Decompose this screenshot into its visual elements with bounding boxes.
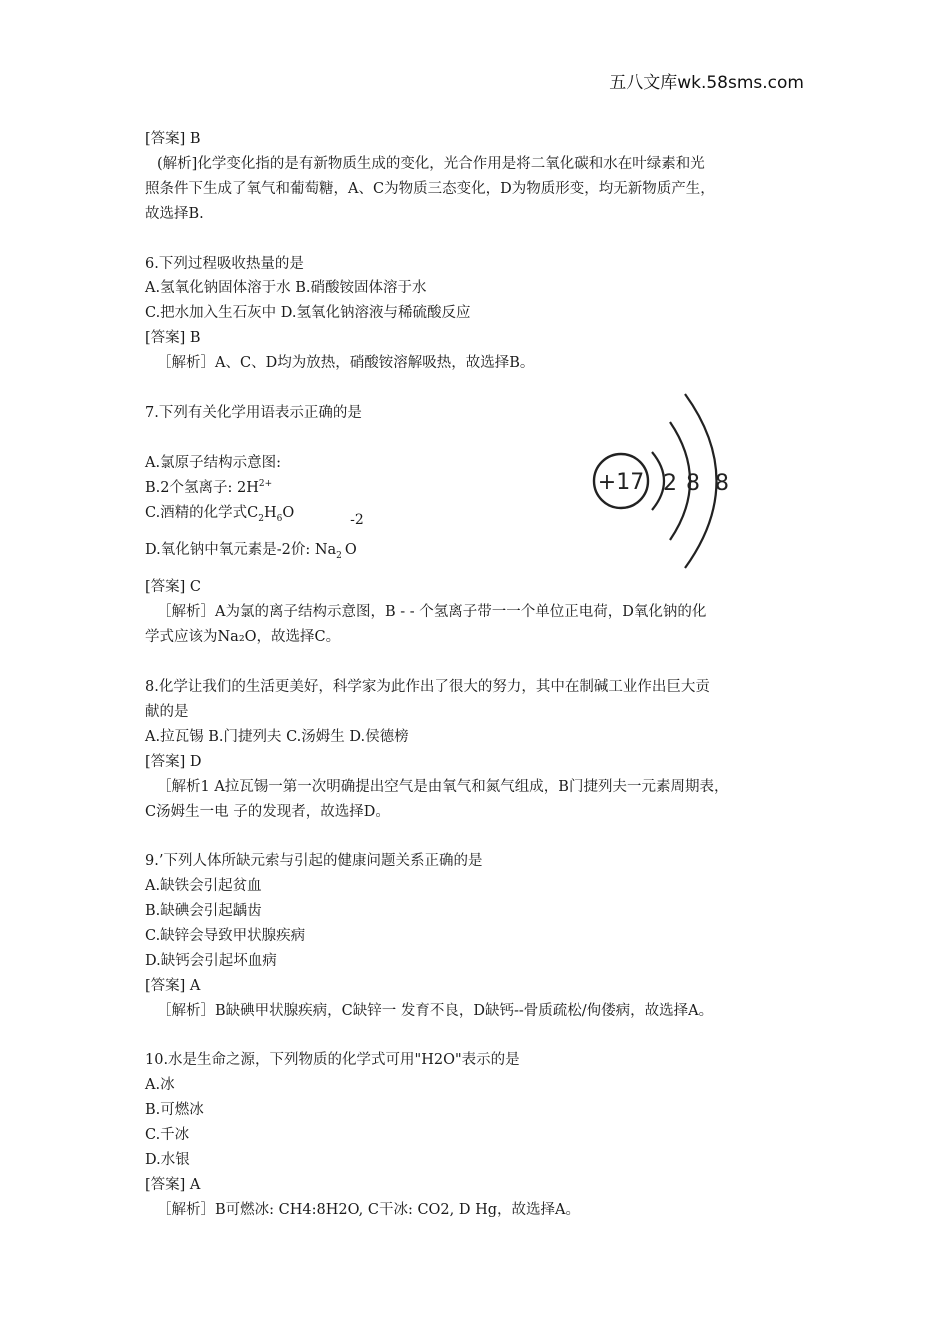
q5-analysis-line-1: (解析]化学变化指的是有新物质生成的变化，光合作用是将二氧化碳和水在叶绿素和光	[157, 156, 705, 172]
q9-analysis: ［解析］B缺碘甲状腺疾病，C缺锌一 发育不良，D缺钙--骨质疏松/佝偻病，故选择A。	[157, 1003, 714, 1019]
q9-stem: 9.’下列人体所缺元索与引起的健康问题关系正确的是	[145, 853, 483, 869]
atom-diagram-svg	[588, 392, 748, 577]
q10-option-c: C.千冰	[145, 1127, 190, 1143]
q10-stem: 10.水是生命之源，下列物质的化学式可用"H2O"表示的是	[145, 1052, 520, 1068]
q7-option-d-o: O	[344, 542, 357, 558]
q8-analysis-line-1: ［解析1 A拉瓦锡一第一次明确提出空气是由氧气和氮气组成，B门捷列夫一元素周期表，	[157, 779, 729, 795]
q7-answer: [答案] C	[145, 579, 202, 595]
q8-stem-line-2: 献的是	[145, 704, 189, 720]
q7-analysis-line-1: ［解析］A为氯的离子结构示意图，B - - 个氢离子带一一个单位正电荷，D氧化钠的化	[157, 604, 707, 620]
shell-3-electrons: 8	[715, 471, 729, 496]
q10-option-d: D.水银	[145, 1152, 190, 1168]
q5-analysis-line-3: 故选择B.	[145, 206, 204, 222]
q7-option-b	[145, 478, 272, 498]
q7-option-c-o: O	[282, 505, 295, 521]
q6-answer: [答案] B	[145, 330, 201, 346]
q6-options-cd: C.把水加入生石灰中 D.氢氧化钠溶液与稀硫酸反应	[145, 305, 471, 321]
q7-option-b-charge: 2+	[258, 479, 273, 490]
chlorine-ion-structure-diagram	[588, 392, 748, 577]
q10-analysis: ［解析］B可燃冰: CH4:8H2O, C干冰: CO2, D Hg，故选择A。	[157, 1202, 580, 1218]
q7-option-c-sub-1: 2	[258, 513, 265, 524]
q7-option-d-sub: 2	[336, 550, 342, 561]
q6-stem: 6.下列过程吸收热量的是	[145, 256, 304, 272]
q9-option-c: C.缺锌会导致甲状腺疾病	[145, 928, 306, 944]
q7-option-d-formula	[336, 512, 364, 561]
q9-option-b: B.缺碘会引起龋齿	[145, 903, 262, 919]
q10-option-b: B.可燃冰	[145, 1102, 204, 1118]
q8-analysis-line-2: C汤姆生一电 子的发现者，故选择D。	[145, 804, 390, 820]
q5-answer: [答案] B	[145, 131, 201, 147]
q5-analysis-line-2: 照条件下生成了氧气和葡萄糖，A、C为物质三态变化，D为物质形变，均无新物质产生，	[145, 181, 715, 197]
q7-option-d-valence: -2	[350, 512, 364, 528]
shell-1-electrons: 2	[663, 471, 677, 496]
q9-option-a: A.缺铁会引起贫血	[145, 878, 262, 894]
q9-answer: [答案] A	[145, 978, 201, 994]
nucleus-charge: +17	[597, 470, 645, 495]
q8-answer: [答案] D	[145, 754, 202, 770]
q8-options: A.拉瓦锡 B.门捷列夫 C.汤姆生 D.侯德榜	[145, 729, 409, 745]
q7-option-c-sub-2: 6	[276, 513, 283, 524]
q7-option-b-text: B.2个氢离子: 2H	[145, 480, 259, 496]
q7-option-c	[145, 503, 294, 523]
site-header: 五八文库wk.58sms.com	[609, 73, 804, 93]
q9-option-d: D.缺钙会引起坏血病	[145, 953, 277, 969]
q10-answer: [答案] A	[145, 1177, 201, 1193]
q6-analysis: ［解析］A、C、D均为放热，硝酸铵溶解吸热，故选择B。	[157, 355, 535, 371]
q10-option-a: A.冰	[145, 1077, 175, 1093]
q7-analysis-line-2: 学式应该为Na₂O，故选择C。	[145, 629, 341, 645]
q6-options-ab: A.氢氧化钠固体溶于水 B.硝酸铵固体溶于水	[145, 280, 427, 296]
shell-2-electrons: 8	[686, 471, 700, 496]
q7-option-c-h: H	[264, 505, 277, 521]
q7-stem: 7.下列有关化学用语表示正确的是	[145, 405, 362, 421]
q7-option-c-text: C.酒精的化学式C	[145, 505, 259, 521]
q8-stem-line-1: 8.化学让我们的生活更美好，科学家为此作出了很大的努力，其中在制碱工业作出巨大贡	[145, 679, 710, 695]
q7-option-d-text: D.氧化钠中氧元素是-2价: Na	[145, 542, 337, 558]
q7-option-a: A.氯原子结构示意图:	[145, 455, 281, 471]
